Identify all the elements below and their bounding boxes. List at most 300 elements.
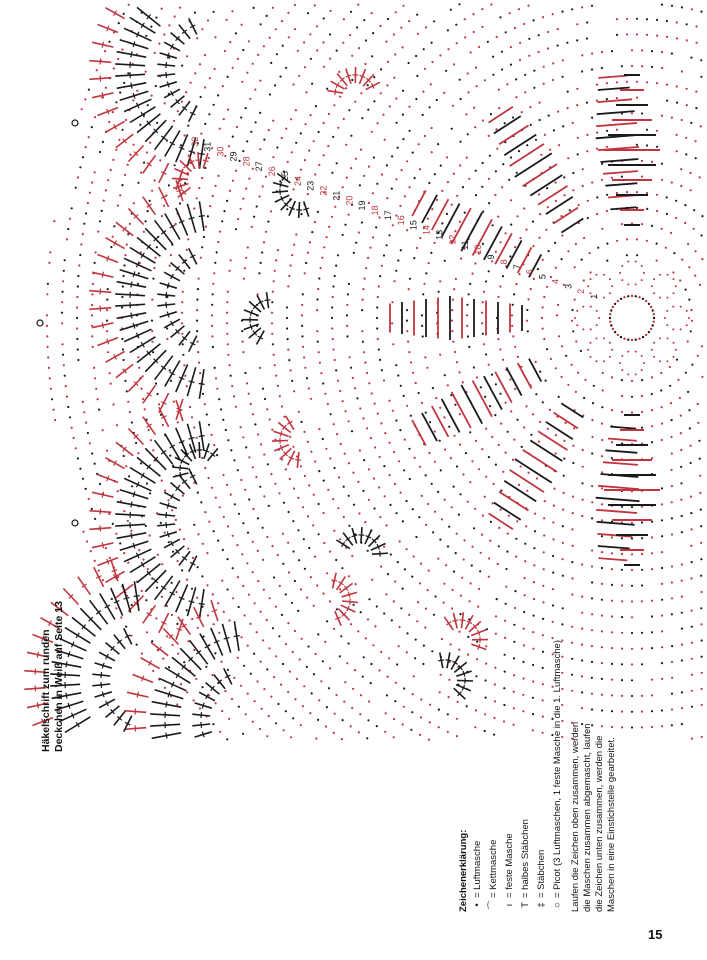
chain-stitch	[701, 656, 703, 658]
chain-stitch	[474, 262, 476, 264]
chain-stitch	[437, 558, 439, 560]
chain-stitch	[351, 55, 353, 57]
stitch-bar	[66, 662, 67, 668]
chain-stitch	[130, 154, 132, 156]
chain-stitch	[627, 283, 629, 285]
chain-stitch	[489, 540, 491, 542]
chain-stitch	[691, 8, 693, 10]
chain-stitch	[220, 408, 222, 410]
chain-stitch	[516, 520, 518, 522]
chain-stitch	[376, 725, 378, 727]
chain-stitch	[651, 376, 653, 378]
chain-stitch	[117, 205, 119, 207]
chain-stitch	[641, 379, 643, 381]
chain-stitch	[680, 306, 682, 308]
legend-item	[518, 640, 534, 912]
legend-item	[534, 640, 550, 912]
chain-stitch	[565, 422, 567, 424]
chain-stitch	[434, 173, 436, 175]
chain-stitch	[572, 172, 574, 174]
chain-stitch	[667, 297, 669, 299]
chain-stitch	[402, 723, 404, 725]
chain-stitch	[572, 189, 574, 191]
chain-stitch	[372, 192, 374, 194]
chain-stitch	[473, 107, 475, 109]
stitch-bar	[189, 151, 195, 153]
chain-stitch	[248, 498, 250, 500]
chain-stitch	[666, 84, 668, 86]
chain-stitch	[398, 460, 400, 462]
chain-stitch	[105, 189, 107, 191]
chain-stitch	[609, 356, 611, 358]
petal-stitch	[561, 403, 583, 417]
chain-stitch	[661, 487, 663, 489]
chain-stitch	[651, 457, 653, 459]
chain-stitch	[466, 314, 468, 316]
chain-stitch	[67, 406, 69, 408]
chain-stitch	[48, 262, 50, 264]
chain-stitch	[270, 473, 272, 475]
chain-stitch	[621, 379, 623, 381]
stitch-bar	[166, 302, 167, 308]
chain-stitch	[98, 409, 100, 411]
chain-stitch	[475, 67, 477, 69]
chain-stitch	[430, 252, 432, 254]
chain-stitch	[212, 723, 214, 725]
stitch-bar	[459, 620, 465, 621]
chain-stitch	[47, 346, 49, 348]
chain-stitch	[537, 268, 539, 270]
chain-stitch	[339, 390, 341, 392]
chain-stitch	[572, 330, 574, 332]
chain-stitch	[621, 65, 623, 67]
chain-stitch	[310, 398, 312, 400]
chain-stitch	[263, 453, 265, 455]
chain-stitch	[263, 589, 265, 591]
chain-stitch	[427, 503, 429, 505]
chain-stitch	[690, 57, 692, 59]
chain-stitch	[380, 92, 382, 94]
chain-stitch	[126, 390, 128, 392]
chain-stitch	[316, 584, 318, 586]
chain-stitch	[146, 482, 148, 484]
chain-stitch	[497, 338, 499, 340]
chain-stitch	[291, 380, 293, 382]
chain-stitch	[546, 348, 548, 350]
stitch-bar	[131, 83, 132, 89]
chain-stitch	[631, 616, 633, 618]
chain-stitch	[152, 351, 154, 353]
chain-stitch	[627, 351, 629, 353]
chain-stitch	[412, 508, 414, 510]
chain-stitch	[172, 551, 174, 553]
chain-stitch	[150, 26, 152, 28]
chain-stitch	[621, 223, 623, 225]
chain-stitch	[227, 439, 229, 441]
chain-stitch	[191, 588, 193, 590]
chain-stitch	[621, 584, 623, 586]
chain-stitch	[204, 86, 206, 88]
chain-stitch	[481, 312, 483, 314]
chain-stitch	[671, 117, 673, 119]
chain-stitch	[447, 545, 449, 547]
chain-stitch	[591, 452, 593, 454]
chain-stitch	[589, 252, 591, 254]
chain-stitch	[424, 356, 426, 358]
chain-stitch	[525, 229, 527, 231]
chain-stitch	[555, 181, 557, 183]
chain-stitch	[610, 324, 612, 326]
chain-stitch	[112, 111, 114, 113]
round-number: 27	[254, 161, 265, 172]
chain-stitch	[596, 310, 598, 312]
chain-stitch	[196, 437, 198, 439]
chain-stitch	[458, 3, 460, 5]
chain-stitch	[581, 515, 583, 517]
chain-stitch	[681, 691, 683, 693]
title-line-2: Deckchen in Weiß auf Seite 13	[53, 601, 65, 752]
chain-stitch	[524, 91, 526, 93]
chain-stitch	[651, 726, 653, 728]
chain-stitch	[314, 173, 316, 175]
chain-stitch	[320, 680, 322, 682]
chain-stitch	[227, 558, 229, 560]
chain-stitch	[661, 51, 663, 53]
chain-stitch	[102, 141, 104, 143]
chain-stitch	[279, 395, 281, 397]
chain-stitch	[290, 736, 292, 738]
chain-stitch	[376, 317, 378, 319]
chain-stitch	[417, 33, 419, 35]
chain-stitch	[91, 304, 93, 306]
chain-stitch	[372, 32, 374, 34]
chain-stitch	[661, 4, 663, 6]
chain-stitch	[514, 590, 516, 592]
chain-stitch	[426, 367, 428, 369]
chain-stitch	[288, 275, 290, 277]
chain-stitch	[216, 388, 218, 390]
stitch-bar	[101, 672, 102, 678]
chain-stitch	[302, 346, 304, 348]
chain-stitch	[562, 59, 564, 61]
chain-stitch	[406, 330, 408, 332]
chain-stitch	[344, 453, 346, 455]
chain-stitch	[523, 207, 525, 209]
chain-stitch	[572, 122, 574, 124]
chain-stitch	[324, 641, 326, 643]
stitch-bar	[199, 436, 205, 437]
chain-stitch	[601, 51, 603, 53]
chain-stitch	[519, 237, 521, 239]
chain-stitch	[252, 571, 254, 573]
chain-stitch	[641, 584, 643, 586]
chain-stitch	[285, 593, 287, 595]
chain-stitch	[192, 557, 194, 559]
chain-stitch	[363, 459, 365, 461]
chain-stitch	[462, 473, 464, 475]
chain-stitch	[173, 120, 175, 122]
chain-stitch	[170, 254, 172, 256]
chain-stitch	[270, 696, 272, 698]
chain-stitch	[270, 62, 272, 64]
chain-stitch	[485, 476, 487, 478]
chain-stitch	[590, 306, 592, 308]
chain-stitch	[214, 262, 216, 264]
chain-stitch	[505, 452, 507, 454]
chain-stitch	[590, 342, 592, 344]
chain-stitch	[109, 372, 111, 374]
chain-stitch	[166, 635, 168, 637]
single-crochet-icon: ı	[504, 903, 515, 907]
chain-stitch	[237, 218, 239, 220]
chain-stitch	[500, 490, 502, 492]
chain-stitch	[697, 403, 699, 405]
chain-stitch	[666, 324, 668, 326]
chain-stitch	[226, 333, 228, 335]
chain-stitch	[451, 330, 453, 332]
chain-stitch	[397, 259, 399, 261]
chain-stitch	[453, 486, 455, 488]
chain-stitch	[555, 267, 557, 269]
chain-stitch	[98, 570, 100, 572]
chain-stitch	[80, 243, 82, 245]
chain-stitch	[250, 623, 252, 625]
chain-stitch	[428, 739, 430, 741]
chain-stitch	[318, 428, 320, 430]
chain-stitch	[431, 61, 433, 63]
chain-stitch	[377, 296, 379, 298]
chain-stitch	[611, 376, 613, 378]
chain-stitch	[181, 333, 183, 335]
chain-stitch	[403, 469, 405, 471]
chain-stitch	[197, 533, 199, 535]
chain-stitch	[641, 411, 643, 413]
chain-stitch	[400, 27, 402, 29]
slip-stitch-icon: ⌒	[488, 900, 499, 910]
chain-stitch	[206, 584, 208, 586]
chain-stitch	[219, 128, 221, 130]
chain-stitch	[127, 164, 129, 166]
chain-stitch	[400, 607, 402, 609]
chain-stitch	[552, 555, 554, 557]
chain-stitch	[316, 330, 318, 332]
chain-stitch	[469, 283, 471, 285]
chain-stitch	[512, 335, 514, 337]
chain-stitch	[333, 467, 335, 469]
chain-stitch	[596, 274, 598, 276]
chain-stitch	[181, 101, 183, 103]
chain-stitch	[381, 265, 383, 267]
chain-stitch	[49, 377, 51, 379]
chain-stitch	[208, 157, 210, 159]
chain-stitch	[387, 61, 389, 63]
chain-stitch	[371, 55, 373, 57]
chain-stitch	[149, 200, 151, 202]
chain-stitch	[409, 478, 411, 480]
chain-stitch	[297, 529, 299, 531]
chain-stitch	[572, 496, 574, 498]
chain-stitch	[256, 205, 258, 207]
chain-stitch	[318, 164, 320, 166]
chain-stitch	[109, 557, 111, 559]
chain-stitch	[374, 403, 376, 405]
chain-stitch	[591, 597, 593, 599]
chain-stitch	[316, 49, 318, 51]
chain-stitch	[377, 413, 379, 415]
chain-stitch	[648, 331, 650, 333]
chain-stitch	[193, 426, 195, 428]
chain-stitch	[616, 129, 618, 131]
chain-stitch	[367, 84, 369, 86]
round-number: 14	[421, 224, 432, 235]
chain-stitch	[591, 68, 593, 70]
chain-stitch	[680, 168, 682, 170]
chain-stitch	[502, 163, 504, 165]
chain-stitch	[145, 525, 147, 527]
chain-stitch	[501, 186, 503, 188]
chain-stitch	[443, 92, 445, 94]
chain-stitch	[557, 28, 559, 30]
chain-stitch	[329, 667, 331, 669]
chain-stitch	[348, 420, 350, 422]
chain-stitch	[499, 16, 501, 18]
chain-stitch	[394, 280, 396, 282]
chain-stitch	[444, 499, 446, 501]
chain-stitch	[350, 367, 352, 369]
chain-stitch	[434, 242, 436, 244]
chain-stitch	[176, 703, 178, 705]
chain-stitch	[354, 669, 356, 671]
chain-stitch	[412, 693, 414, 695]
chain-stitch	[401, 169, 403, 171]
chain-stitch	[171, 509, 173, 511]
chain-stitch	[532, 413, 534, 415]
chain-stitch	[266, 619, 268, 621]
chain-stitch	[383, 546, 385, 548]
chain-stitch	[378, 285, 380, 287]
chain-stitch	[582, 185, 584, 187]
chain-stitch	[393, 718, 395, 720]
chain-stitch	[391, 619, 393, 621]
chain-stitch	[463, 558, 465, 560]
chain-stitch	[261, 251, 263, 253]
chain-stitch	[451, 320, 453, 322]
chain-stitch	[571, 8, 573, 10]
chain-stitch	[413, 675, 415, 677]
chain-stitch	[419, 237, 421, 239]
chain-stitch	[268, 505, 270, 507]
legend-note: Laufen die Zeichen oben zusammen, werden die Maschen zusammen abgemascht, laufen die Zeichen unten zusammen, werden die Maschen in eine Einstichstelle gearbeitet.	[570, 721, 617, 912]
chain-stitch	[641, 427, 643, 429]
chain-stitch	[459, 493, 461, 495]
chain-stitch	[379, 516, 381, 518]
chain-stitch	[481, 8, 483, 10]
chain-stitch	[485, 280, 487, 282]
chain-stitch	[238, 706, 240, 708]
chain-stitch	[332, 498, 334, 500]
chain-stitch	[115, 533, 117, 535]
chain-stitch	[77, 457, 79, 459]
chain-stitch	[642, 298, 644, 300]
chain-stitch	[123, 359, 125, 361]
chain-stitch	[505, 402, 507, 404]
chain-stitch	[671, 581, 673, 583]
chain-stitch	[408, 614, 410, 616]
chain-stitch	[115, 607, 117, 609]
chain-stitch	[351, 79, 353, 81]
chain-stitch	[581, 54, 583, 56]
chain-stitch	[274, 483, 276, 485]
chain-stitch	[112, 403, 114, 405]
chain-stitch	[122, 285, 124, 287]
chain-stitch	[94, 262, 96, 264]
chain-stitch	[334, 275, 336, 277]
chain-stitch	[467, 91, 469, 93]
chain-stitch	[526, 144, 528, 146]
chain-stitch	[299, 658, 301, 660]
chain-stitch	[151, 190, 153, 192]
chain-stitch	[562, 76, 564, 78]
chain-stitch	[627, 373, 629, 375]
chain-stitch	[305, 91, 307, 93]
chain-stitch	[621, 695, 623, 697]
chain-stitch	[671, 565, 673, 567]
chain-stitch	[229, 190, 231, 192]
chain-stitch	[358, 47, 360, 49]
petal-stitch	[518, 363, 532, 389]
chain-stitch	[581, 596, 583, 598]
chain-stitch	[546, 286, 548, 288]
chain-stitch	[516, 215, 518, 217]
chain-stitch	[171, 582, 173, 584]
chain-stitch	[204, 123, 206, 125]
chain-stitch	[257, 580, 259, 582]
chain-stitch	[47, 356, 49, 358]
chain-stitch	[141, 652, 143, 654]
chain-stitch	[144, 408, 146, 410]
chain-stitch	[671, 469, 673, 471]
chain-stitch	[439, 54, 441, 56]
petal-stitch	[422, 195, 437, 223]
chain-stitch	[396, 663, 398, 665]
chain-stitch	[480, 386, 482, 388]
chain-stitch	[354, 101, 356, 103]
chain-stitch	[197, 341, 199, 343]
stitch-bar	[131, 533, 132, 539]
chain-stitch	[575, 391, 577, 393]
chain-stitch	[577, 137, 579, 139]
chain-stitch	[571, 364, 573, 366]
chain-stitch	[394, 700, 396, 702]
chain-stitch	[586, 150, 588, 152]
chain-stitch	[334, 206, 336, 208]
chain-stitch	[151, 577, 153, 579]
chain-stitch	[572, 462, 574, 464]
chain-stitch	[333, 628, 335, 630]
chain-stitch	[686, 324, 688, 326]
chain-stitch	[423, 645, 425, 647]
chain-stitch	[389, 105, 391, 107]
chain-stitch	[650, 328, 652, 330]
chain-stitch	[695, 140, 697, 142]
chain-stitch	[172, 644, 174, 646]
chain-stitch	[700, 591, 702, 593]
chain-stitch	[384, 432, 386, 434]
chain-stitch	[676, 134, 678, 136]
chain-stitch	[451, 128, 453, 130]
chain-stitch	[626, 18, 628, 20]
chain-stitch	[285, 128, 287, 130]
